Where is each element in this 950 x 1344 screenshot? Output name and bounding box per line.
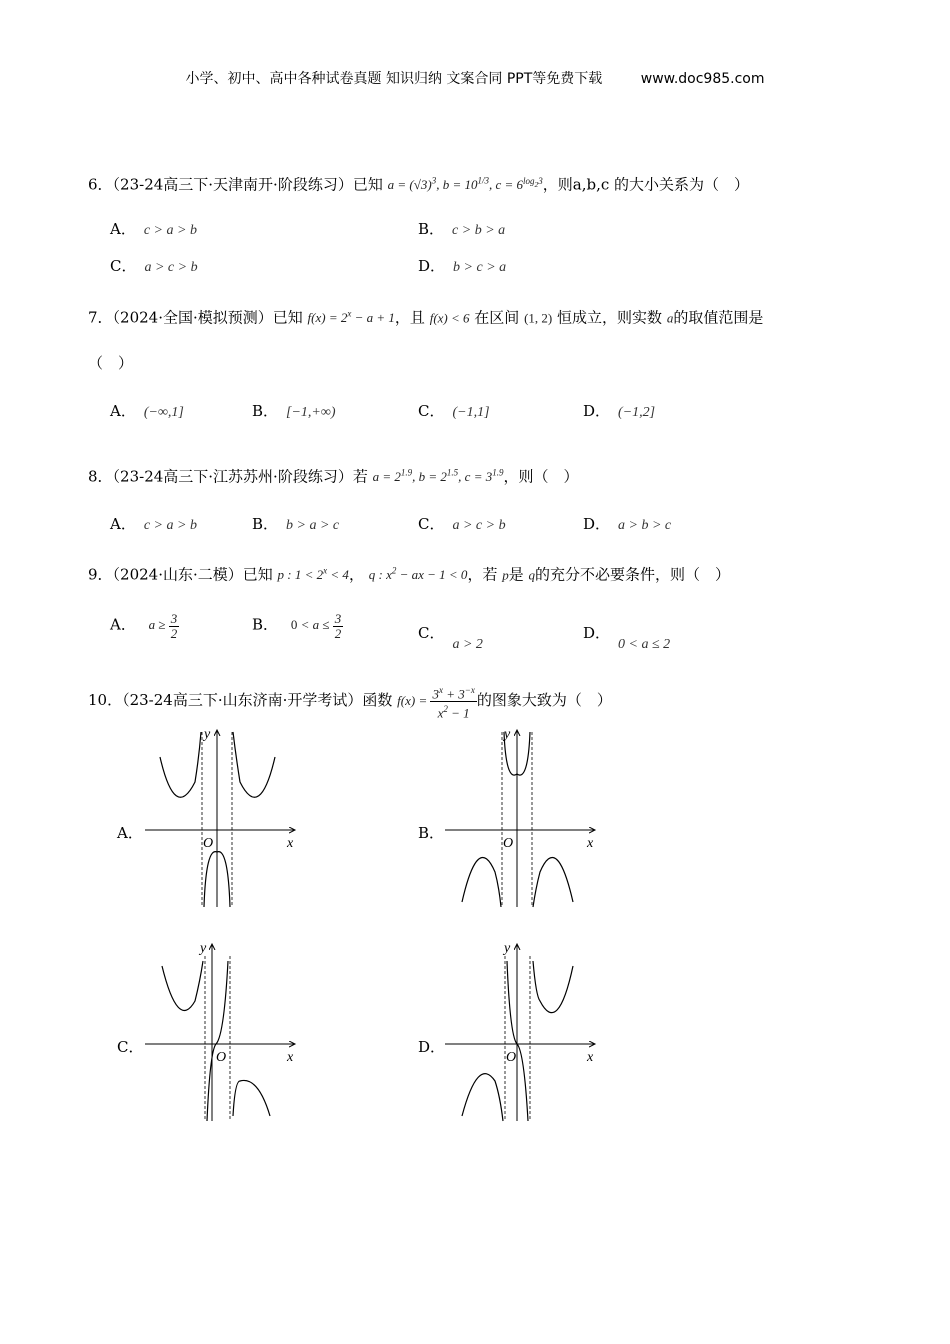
option-6b[interactable]: B． c > b > a bbox=[418, 220, 506, 238]
option-7a[interactable]: A． (−∞,1] bbox=[110, 402, 184, 420]
question-source: （23-24高三下·天津南开·阶段练习）已知 bbox=[112, 175, 383, 194]
option-9a[interactable]: A． a ≥ $\frac{3}{2}$ bbox=[110, 611, 178, 641]
question-number: 7． bbox=[88, 308, 113, 327]
formula-f10: f(x) = $\frac{3^x + 3^{-x}}{x^2 - 1}$ bbox=[397, 685, 475, 721]
question-source: （23-24高三下·江苏苏州·阶段练习）若 bbox=[112, 467, 368, 486]
x-label: x bbox=[287, 836, 294, 851]
option-8a[interactable]: A． c > a > b bbox=[110, 515, 197, 533]
origin-label: O bbox=[216, 1050, 227, 1065]
option-9b-value: 0 < a ≤ $\frac{3}{2}$ bbox=[290, 611, 342, 641]
option-9c[interactable]: C．a > 2 bbox=[418, 624, 483, 652]
x-label: x bbox=[287, 1050, 294, 1065]
option-9b[interactable]: B． 0 < a ≤ $\frac{3}{2}$ bbox=[252, 611, 342, 641]
option-6c[interactable]: C． a > c > b bbox=[110, 257, 198, 275]
question-9: 9．（2024·山东·二模）已知 p : $1 < 2^x < 4$， q : $x^2$ − ax − 1 < 0，若 p是 q的充分不必要条件，则（ ） bbox=[88, 565, 731, 584]
option-8c[interactable]: C． a > c > b bbox=[418, 515, 506, 533]
curve-left bbox=[462, 1074, 503, 1121]
origin-label: O bbox=[203, 836, 214, 851]
curve-right bbox=[533, 857, 573, 907]
x-label: x bbox=[587, 1050, 594, 1065]
graph-a[interactable] bbox=[140, 722, 310, 912]
question-source: （2024·全国·模拟预测）已知 bbox=[112, 308, 303, 327]
question-6 bbox=[88, 170, 749, 196]
graph-label-d[interactable]: D． bbox=[418, 1038, 446, 1056]
origin-label: O bbox=[503, 836, 514, 851]
option-7c[interactable]: C． (−1,1] bbox=[418, 402, 490, 420]
option-6a[interactable]: A． c > a > b bbox=[110, 220, 197, 238]
graph-label-c[interactable]: C． bbox=[117, 1038, 144, 1056]
graph-c[interactable] bbox=[140, 936, 310, 1126]
question-tail: ，则（ ） bbox=[503, 467, 579, 486]
y-label: y bbox=[504, 727, 511, 742]
y-label: y bbox=[204, 727, 211, 742]
question-source: （2024·山东·二模）已知 bbox=[112, 565, 273, 584]
question-8 bbox=[88, 462, 578, 488]
graph-b[interactable] bbox=[440, 722, 610, 912]
question-number: 9． bbox=[88, 565, 113, 584]
x-label: x bbox=[587, 836, 594, 851]
formula-interval: (1, 2) bbox=[524, 310, 553, 326]
option-8d[interactable]: D． a > b > c bbox=[583, 515, 672, 533]
question-tail: ，则a,b,c 的大小关系为（ ） bbox=[542, 175, 750, 194]
header-text: 小学、初中、高中各种试卷真题 知识归纳 文案合同 PPT等免费下载 bbox=[185, 71, 603, 87]
option-9d[interactable]: D．0 < a ≤ 2 bbox=[583, 624, 671, 652]
graph-label-b[interactable]: B． bbox=[418, 824, 445, 842]
header-site: www.doc985.com bbox=[640, 71, 765, 87]
formula-q-var: q bbox=[528, 567, 536, 583]
question-number: 6． bbox=[88, 175, 113, 194]
formula-abc: $a = 2^{1.9}$, $b = 2^{1.5}$, $c = 3^{1.9}$ bbox=[372, 468, 504, 485]
question-10 bbox=[88, 683, 612, 721]
page-header bbox=[0, 68, 950, 88]
option-7b[interactable]: B． [−1,+∞) bbox=[252, 402, 336, 420]
y-label: y bbox=[504, 941, 511, 956]
question-7: 7．（2024·全国·模拟预测）已知 $f(x) = 2^x - a + 1$，且 f(x) < 6 在区间 (1, 2) 恒成立，则实数 a的取值范围是 bbox=[88, 308, 764, 327]
formula-abc: $a = (√3)^3$, $b = 10^{1/3}$, $c = 6^{log_23}$ bbox=[387, 176, 543, 193]
formula-p: p : $1 < 2^x < 4$ bbox=[277, 566, 349, 583]
y-label: y bbox=[200, 941, 207, 956]
formula-a: a bbox=[666, 310, 674, 326]
formula-q: q : $x^2$ − ax − 1 < 0 bbox=[368, 566, 468, 583]
question-number: 10． bbox=[88, 690, 123, 709]
curve-left bbox=[462, 857, 501, 907]
question-number: 8． bbox=[88, 467, 113, 486]
curve-right bbox=[233, 1080, 270, 1116]
curve-left bbox=[160, 732, 201, 797]
question-7-paren: （ ） bbox=[88, 354, 134, 372]
curve-right bbox=[233, 732, 275, 797]
curve-left bbox=[162, 961, 203, 1010]
formula-p-var: p bbox=[502, 567, 509, 583]
formula-f: $f(x) = 2^x - a + 1$ bbox=[307, 309, 395, 326]
formula-ineq: f(x) < 6 bbox=[429, 310, 470, 326]
option-6d[interactable]: D． b > c > a bbox=[418, 257, 507, 275]
question-tail: 的图象大致为（ ） bbox=[476, 690, 612, 709]
option-8b[interactable]: B． b > a > c bbox=[252, 515, 340, 533]
curve-middle bbox=[207, 961, 228, 1121]
question-source: （23-24高三下·山东济南·开学考试）函数 bbox=[122, 690, 393, 709]
curve-right bbox=[533, 961, 573, 1013]
option-9a-value: a ≥ $\frac{3}{2}$ bbox=[148, 611, 178, 641]
graph-label-a[interactable]: A． bbox=[117, 824, 143, 842]
graph-d[interactable] bbox=[440, 936, 610, 1126]
option-7d[interactable]: D． (−1,2] bbox=[583, 402, 656, 420]
origin-label: O bbox=[506, 1050, 517, 1065]
